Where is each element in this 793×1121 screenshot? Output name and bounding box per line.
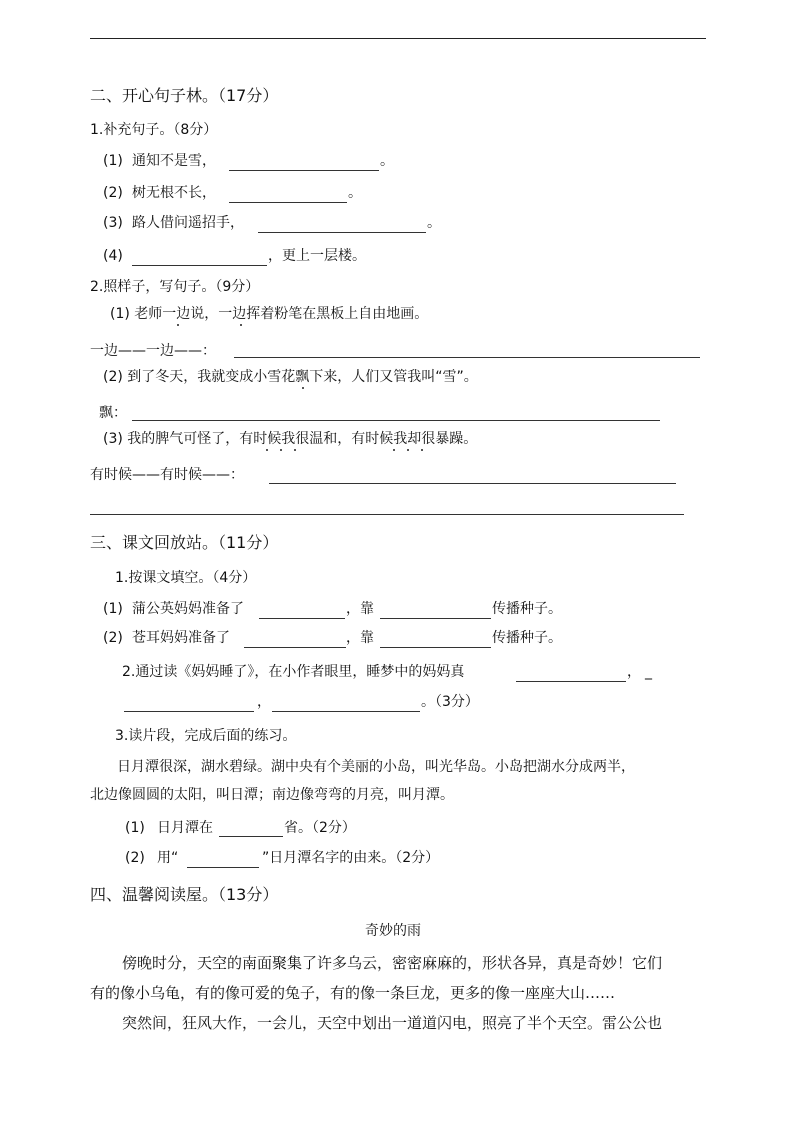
answer-blank[interactable]: [258, 232, 426, 233]
s3-q3-sub-1-num: (1): [125, 820, 145, 836]
q1-item-2-end: 。: [348, 185, 362, 201]
q1-item-1-end: 。: [380, 153, 394, 169]
s3-q3-sub-2-text: 用“: [157, 850, 179, 866]
s3-q1-row-1-num: (1): [103, 601, 123, 617]
header-rule: [90, 38, 706, 39]
answer-blank[interactable]: [229, 170, 379, 171]
s3-q1-row-1-text: 蒲公英妈妈准备了: [132, 601, 244, 617]
q1-item-3-end: 。: [427, 215, 441, 231]
q2-prompt-3: 有时候——有时候——：: [90, 467, 244, 483]
q2-prompt-1: 一边——一边——：: [90, 343, 216, 359]
answer-blank[interactable]: [244, 647, 346, 648]
answer-blank[interactable]: [380, 618, 491, 619]
s3-q1-row-1-end: 传播种子。: [492, 601, 562, 617]
emphasis-dot: [266, 449, 268, 451]
s3-q1-title: 1.按课文填空。（4分）: [115, 570, 257, 586]
q1-title: 1.补充句子。（8分）: [90, 122, 218, 138]
answer-blank[interactable]: [272, 711, 420, 712]
q1-item-3-num: (3): [103, 215, 123, 231]
answer-blank[interactable]: [90, 514, 684, 515]
answer-blank[interactable]: [132, 420, 660, 421]
q1-item-3-text: 路人借问遥招手，: [132, 215, 244, 231]
emphasis-dot: [240, 324, 242, 326]
emphasis-dot: [294, 449, 296, 451]
q1-item-1-num: (1): [103, 153, 123, 169]
emphasis-dot: [280, 449, 282, 451]
passage-line-1: 日月潭很深，湖水碧绿。湖中央有个美丽的小岛，叫光华岛。小岛把湖水分成两半，: [117, 759, 635, 775]
answer-blank[interactable]: [516, 681, 626, 682]
answer-blank[interactable]: [187, 867, 259, 868]
s3-q3-sub-2-end: ”日月潭名字的由来。（2分）: [262, 850, 440, 866]
section-3-heading: 三、课文回放站。（11分）: [90, 533, 279, 552]
s3-q1-row-1-mid: ，靠: [346, 601, 374, 617]
q2-title: 2.照样子，写句子。（9分）: [90, 279, 260, 295]
emphasis-dot: [177, 324, 179, 326]
emphasis-dot: [407, 449, 409, 451]
s3-q1-row-2-text: 苍耳妈妈准备了: [132, 630, 230, 646]
emphasis-dot: [421, 449, 423, 451]
emphasis-dot: [302, 387, 304, 389]
s3-q3-sub-1-end: 省。（2分）: [284, 820, 356, 836]
q2-example-1: (1) 老师一边说，一边挥着粉笔在黑板上自由地画。: [110, 306, 429, 322]
q2-example-2: (2) 到了冬天，我就变成小雪花飘下来，人们又管我叫“雪”。: [103, 369, 478, 385]
q1-item-4-text: ，更上一层楼。: [268, 248, 366, 264]
s3-q2-end: 。（3分）: [421, 694, 479, 710]
s3-q3-title: 3.读片段，完成后面的练习。: [115, 728, 297, 744]
answer-blank[interactable]: [219, 836, 283, 837]
s3-q2-tail: _: [645, 664, 652, 680]
q1-item-2-text: 树无根不长，: [132, 185, 216, 201]
answer-blank[interactable]: [124, 711, 254, 712]
section-4-heading: 四、温馨阅读屋。（13分）: [90, 885, 279, 904]
section-2-heading: 二、开心句子林。（17分）: [90, 86, 279, 105]
story-title: 奇妙的雨: [365, 923, 421, 939]
story-para-2-line-1: 突然间，狂风大作，一会儿，天空中划出一道道闪电，照亮了半个天空。雷公公也: [122, 1014, 663, 1032]
answer-blank[interactable]: [259, 618, 345, 619]
answer-blank[interactable]: [269, 483, 676, 484]
q2-prompt-2: 飘：: [99, 405, 127, 421]
q2-example-3: (3) 我的脾气可怪了，有时候我很温和，有时候我却很暴躁。: [103, 431, 478, 447]
emphasis-dot: [393, 449, 395, 451]
s3-q1-row-2-end: 传播种子。: [492, 630, 562, 646]
s3-q2-line: 2.通过读《妈妈睡了》，在小作者眼里，睡梦中的妈妈真: [122, 664, 465, 680]
q1-item-4-num: (4): [103, 248, 123, 264]
s3-q3-sub-2-num: (2): [125, 850, 145, 866]
story-para-1-line-2: 有的像小乌龟，有的像可爱的兔子，有的像一条巨龙，更多的像一座座大山……: [90, 984, 616, 1002]
passage-line-2: 北边像圆圆的太阳，叫日潭；南边像弯弯的月亮，叫月潭。: [90, 787, 454, 803]
s3-q2-comma-2: ，: [257, 694, 271, 710]
s3-q1-row-2-num: (2): [103, 630, 123, 646]
q1-item-2-num: (2): [103, 185, 123, 201]
answer-blank[interactable]: [132, 265, 267, 266]
s3-q1-row-2-mid: ，靠: [346, 630, 374, 646]
story-para-1-line-1: 傍晚时分，天空的南面聚集了许多乌云，密密麻麻的，形状各异，真是奇妙！它们: [122, 954, 663, 972]
q1-item-1-text: 通知不是雪，: [132, 153, 216, 169]
s3-q2-comma-1: ，: [627, 664, 641, 680]
answer-blank[interactable]: [229, 202, 347, 203]
answer-blank[interactable]: [380, 647, 491, 648]
s3-q3-sub-1-text: 日月潭在: [157, 820, 213, 836]
answer-blank[interactable]: [234, 357, 700, 358]
